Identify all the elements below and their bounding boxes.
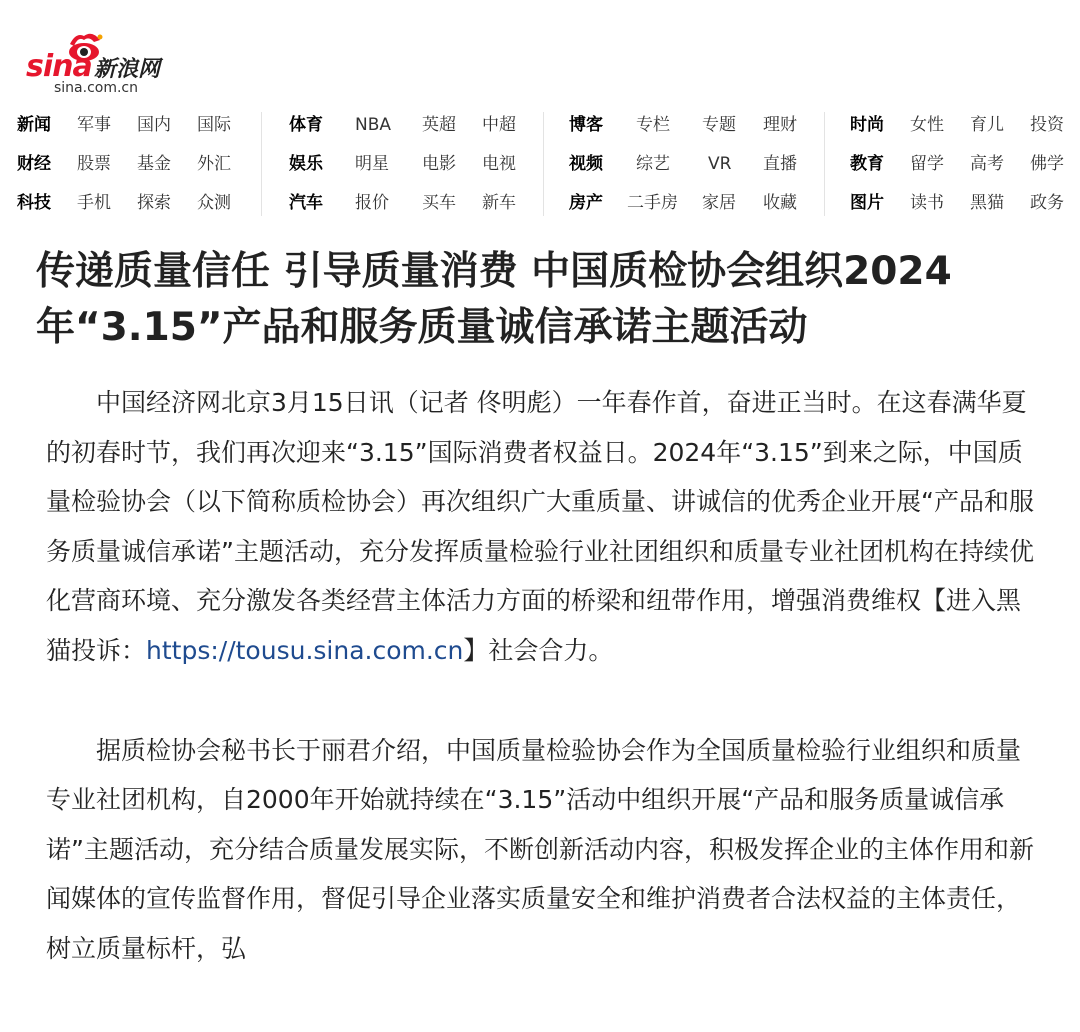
- nav-link[interactable]: 军事: [77, 115, 111, 135]
- nav-link[interactable]: 直播: [763, 154, 797, 174]
- nav-divider: [261, 112, 262, 216]
- nav-link[interactable]: 留学: [910, 154, 944, 174]
- nav-link[interactable]: 股票: [77, 154, 111, 174]
- tousu-link[interactable]: https://tousu.sina.com.cn: [146, 635, 464, 665]
- sina-brand-cn: 新浪网: [94, 57, 161, 82]
- nav-link[interactable]: 电影: [422, 154, 456, 174]
- nav-link[interactable]: 手机: [77, 193, 111, 213]
- nav-link[interactable]: 新车: [482, 193, 516, 213]
- nav-link[interactable]: 政务: [1030, 193, 1064, 213]
- nav-link[interactable]: VR: [708, 154, 732, 174]
- nav-link[interactable]: 读书: [910, 193, 944, 213]
- nav-head-edu[interactable]: 教育: [850, 154, 884, 174]
- nav-link[interactable]: 高考: [970, 154, 1004, 174]
- nav-head-photo[interactable]: 图片: [850, 193, 884, 213]
- nav-link[interactable]: 买车: [422, 193, 456, 213]
- nav-link[interactable]: 专题: [702, 115, 736, 135]
- paragraph-text: 中国经济网北京3月15日讯（记者 佟明彪）一年春作首，奋进正当时。在这春满华夏的初春时节，我们再次迎来“3.15”国际消费者权益日。2024年“3.15”到来之际，中国质量检验协会（以下简称质检协会）再次组织广大重质量、讲诚信的优秀企业开展“产品和服务质量诚信承诺”主题活动，充分发挥质量检验行业社团组织和质量专业社团机构在持续优化营商环境、充分激发各类经营主体活力方面的桥梁和纽带作用，增强消费维权【进入黑猫投诉：: [46, 388, 1034, 665]
- nav-link[interactable]: 家居: [702, 193, 736, 213]
- article-paragraph: 据质检协会秘书长于丽君介绍，中国质量检验协会作为全国质量检验行业组织和质量专业社团机构，自2000年开始就持续在“3.15”活动中组织开展“产品和服务质量诚信承诺”主题活动，充分结合质量发展实际，不断创新活动内容，积极发挥企业的主体作用和新闻媒体的宣传监督作用，督促引导企业落实质量安全和维护消费者合法权益的主体责任，树立质量标杆，弘: [46, 735, 1034, 963]
- nav-head-fashion[interactable]: 时尚: [850, 115, 884, 135]
- nav-divider: [543, 112, 544, 216]
- article-paragraph: [46, 378, 1036, 676]
- nav-link[interactable]: 综艺: [636, 154, 670, 174]
- nav-link[interactable]: 女性: [910, 115, 944, 135]
- sina-url: sina.com.cn: [54, 80, 139, 96]
- nav-head-auto[interactable]: 汽车: [289, 193, 323, 213]
- nav-link[interactable]: 投资: [1030, 115, 1064, 135]
- channel-nav: [0, 106, 1080, 220]
- nav-head-sports[interactable]: 体育: [289, 115, 323, 135]
- nav-head-house[interactable]: 房产: [569, 193, 603, 213]
- nav-link[interactable]: 专栏: [636, 115, 670, 135]
- nav-link[interactable]: 英超: [422, 115, 456, 135]
- nav-link[interactable]: NBA: [355, 115, 392, 135]
- nav-link[interactable]: 众测: [197, 193, 231, 213]
- nav-link[interactable]: 国内: [137, 115, 171, 135]
- nav-link[interactable]: 育儿: [970, 115, 1004, 135]
- article-body: [46, 378, 1036, 1024]
- nav-link[interactable]: 明星: [355, 154, 389, 174]
- nav-link[interactable]: 探索: [137, 193, 171, 213]
- nav-head-finance[interactable]: 财经: [17, 154, 51, 174]
- nav-head-ent[interactable]: 娱乐: [289, 154, 323, 174]
- nav-link[interactable]: 佛学: [1030, 154, 1064, 174]
- nav-head-video[interactable]: 视频: [569, 154, 603, 174]
- nav-link[interactable]: 二手房: [627, 193, 678, 213]
- article-title: 传递质量信任 引导质量消费 中国质检协会组织2024年“3.15”产品和服务质量诚信承诺主题活动: [36, 249, 952, 350]
- nav-link[interactable]: 中超: [482, 115, 516, 135]
- nav-link[interactable]: 基金: [137, 154, 171, 174]
- nav-head-tech[interactable]: 科技: [17, 193, 51, 213]
- nav-link[interactable]: 理财: [763, 115, 797, 135]
- sina-brand-text: sina: [26, 49, 92, 84]
- nav-link[interactable]: 外汇: [197, 154, 231, 174]
- nav-link[interactable]: 收藏: [763, 193, 797, 213]
- nav-head-blog[interactable]: 博客: [569, 115, 603, 135]
- nav-head-news[interactable]: 新闻: [17, 115, 51, 135]
- paragraph-text: 】社会合力。: [463, 635, 614, 665]
- nav-link[interactable]: 电视: [482, 154, 516, 174]
- nav-link[interactable]: 黑猫: [970, 193, 1004, 213]
- nav-divider: [824, 112, 825, 216]
- sina-logo[interactable]: [26, 30, 186, 96]
- nav-link[interactable]: 国际: [197, 115, 231, 135]
- nav-link[interactable]: 报价: [355, 193, 389, 213]
